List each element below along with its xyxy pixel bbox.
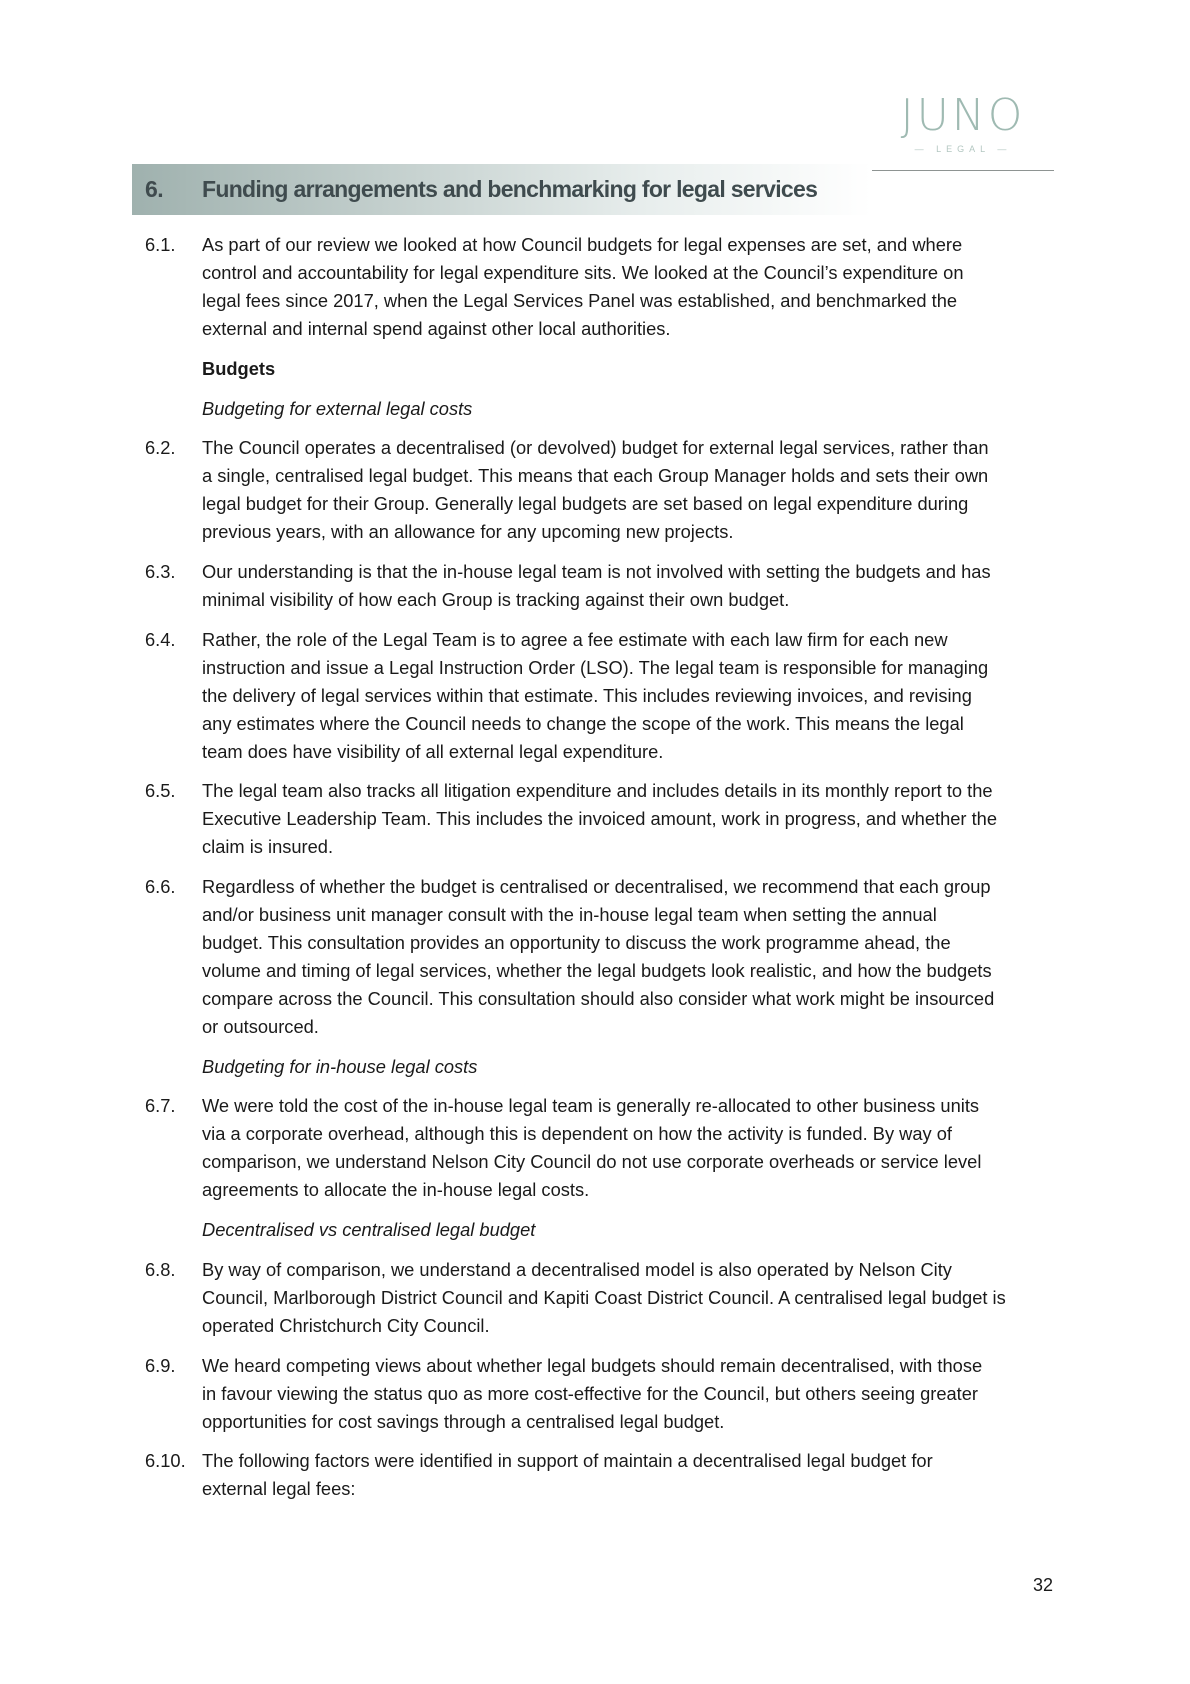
paragraph-line: compare across the Council. This consultation should also consider what work might be insourced: [202, 987, 995, 1009]
paragraph-line: The legal team also tracks all litigation expenditure and includes details in its monthly report to the: [202, 780, 993, 802]
numbered-paragraph: [145, 1092, 1060, 1204]
paragraph-number: 6.4.: [145, 628, 176, 650]
paragraph-line: minimal visibility of how each Group is tracking against their own budget.: [202, 588, 790, 610]
section-heading: [132, 164, 872, 215]
paragraph-line: legal budget for their Group. Generally legal budgets are set based on legal expenditure during: [202, 493, 969, 515]
paragraph-line: budget. This consultation provides an opportunity to discuss the work programme ahead, the: [202, 931, 951, 953]
paragraph-line: The Council operates a decentralised (or devolved) budget for external legal services, rather than: [202, 437, 989, 459]
numbered-paragraph: [145, 626, 1060, 766]
numbered-paragraph: [145, 434, 1060, 546]
paragraph-line: Council, Marlborough District Council and Kapiti Coast District Council. A centralised legal budget is: [202, 1286, 1006, 1308]
paragraph-line: the delivery of legal services within that estimate. This includes reviewing invoices, and revising: [202, 684, 972, 706]
juno-legal-logo: [893, 92, 1033, 154]
paragraph-line: external and internal spend against other local authorities.: [202, 317, 671, 339]
paragraph-line: any estimates where the Council needs to change the scope of the work. This means the legal: [202, 712, 964, 734]
paragraph-number: 6.9.: [145, 1354, 176, 1376]
paragraph-line: Our understanding is that the in-house legal team is not involved with setting the budgets and has: [202, 561, 991, 583]
section-number: 6.: [145, 176, 164, 202]
paragraph-line: operated Christchurch City Council.: [202, 1314, 490, 1336]
paragraph-number: 6.7.: [145, 1095, 176, 1117]
paragraph-line: Rather, the role of the Legal Team is to agree a fee estimate with each law firm for each new: [202, 628, 948, 650]
paragraph-line: We heard competing views about whether legal budgets should remain decentralised, with those: [202, 1354, 983, 1376]
numbered-paragraph: [145, 1447, 1060, 1503]
paragraph-line: a single, centralised legal budget. This means that each Group Manager holds and sets their own: [202, 465, 989, 487]
paragraph-line: or outsourced.: [202, 1015, 319, 1037]
numbered-paragraph: [145, 777, 1060, 861]
italic-subheading: Budgeting for external legal costs: [202, 397, 473, 419]
paragraph-line: external legal fees:: [202, 1478, 356, 1500]
paragraph-line: previous years, with an allowance for any upcoming new projects.: [202, 521, 734, 543]
italic-subheading: Decentralised vs centralised legal budget: [202, 1219, 536, 1241]
paragraph-number: 6.1.: [145, 234, 176, 255]
paragraph-line: instruction and issue a Legal Instruction Order (LSO). The legal team is responsible for managing: [202, 656, 989, 678]
italic-subheading: Budgeting for in-house legal costs: [202, 1055, 478, 1077]
paragraph-line: legal fees since 2017, when the Legal Services Panel was established, and benchmarked the: [202, 289, 958, 311]
paragraph-line: We were told the cost of the in-house legal team is generally re-allocated to other business units: [202, 1095, 980, 1117]
paragraph-number: 6.5.: [145, 780, 176, 802]
paragraph-line: By way of comparison, we understand a decentralised model is also operated by Nelson City: [202, 1259, 952, 1280]
paragraph-line: control and accountability for legal expenditure sits. We looked at the Council’s expenditure on: [202, 261, 964, 283]
paragraph-line: volume and timing of legal services, whether the legal budgets look realistic, and how the budgets: [202, 959, 992, 981]
paragraph-number: 6.6.: [145, 876, 176, 898]
paragraph-line: claim is insured.: [202, 836, 334, 858]
logo-subtitle: — LEGAL —: [914, 144, 1012, 154]
paragraph-line: Regardless of whether the budget is centralised or decentralised, we recommend that each group: [202, 876, 991, 898]
page-number: 32: [1033, 1575, 1054, 1595]
numbered-paragraph: [145, 1352, 1060, 1436]
paragraph-line: agreements to allocate the in-house legal costs.: [202, 1179, 590, 1201]
header-rule: [868, 170, 1054, 171]
paragraph-number: 6.10.: [145, 1450, 186, 1472]
numbered-paragraph: [145, 558, 1060, 614]
paragraph-line: and/or business unit manager consult with the in-house legal team when setting the annual: [202, 904, 937, 926]
logo-word: JUNO: [900, 90, 1026, 141]
paragraph-line: opportunities for cost savings through a centralised legal budget.: [202, 1410, 725, 1432]
section-title: Funding arrangements and benchmarking for legal services: [202, 176, 818, 202]
paragraph-number: 6.3.: [145, 561, 176, 583]
numbered-paragraph: [145, 1256, 1060, 1340]
paragraph-line: comparison, we understand Nelson City Council do not use corporate overheads or service level: [202, 1151, 982, 1173]
subheading: Budgets: [202, 357, 276, 379]
paragraph-number: 6.2.: [145, 437, 176, 459]
document-body: [145, 231, 1060, 1515]
numbered-paragraph: [145, 873, 1060, 1040]
paragraph-line: in favour viewing the status quo as more cost-effective for the Council, but others seeing greater: [202, 1382, 979, 1404]
paragraph-line: The following factors were identified in support of maintain a decentralised legal budget for: [202, 1450, 933, 1472]
paragraph-line: As part of our review we looked at how Council budgets for legal expenses are set, and where: [202, 234, 963, 255]
paragraph-line: team does have visibility of all external legal expenditure.: [202, 740, 664, 762]
paragraph-number: 6.8.: [145, 1259, 176, 1280]
paragraph-line: Executive Leadership Team. This includes the invoiced amount, work in progress, and whether the: [202, 808, 998, 830]
numbered-paragraph: [145, 231, 1060, 343]
paragraph-line: via a corporate overhead, although this is dependent on how the activity is funded. By way of: [202, 1123, 952, 1145]
